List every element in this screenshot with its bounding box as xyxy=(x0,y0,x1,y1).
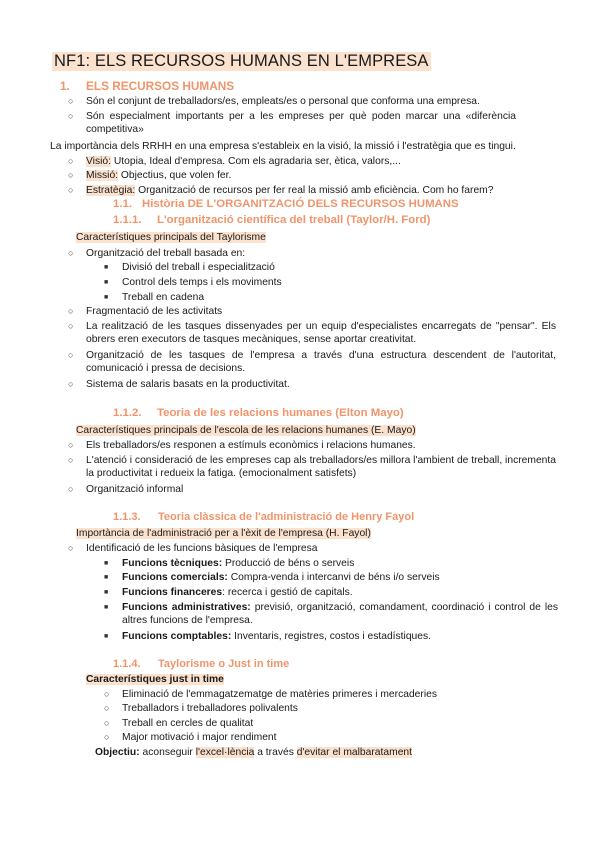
page-title: NF1: ELS RECURSOS HUMANS EN L'EMPRESA xyxy=(54,52,429,70)
term-description: Organització de recursos per fer real la missió amb eficiència. Com ho farem? xyxy=(135,185,494,196)
term-highlight: Missió: xyxy=(86,170,119,181)
list-item: Són el conjunt de treballadors/es, empleats/es o personal que conforma una empresa. xyxy=(86,96,480,107)
circle-bullet-icon: ○ xyxy=(104,703,110,713)
section-number: 1. xyxy=(60,79,70,93)
section-heading-1 xyxy=(60,80,234,93)
square-bullet-icon: ■ xyxy=(104,264,109,271)
term-highlight: Estratègia: xyxy=(86,185,136,196)
vme-item-strategy xyxy=(86,184,493,197)
section-title: ELS RECURSOS HUMANS xyxy=(86,79,235,93)
function-item xyxy=(122,571,440,584)
section-heading-1-1-4 xyxy=(113,658,289,671)
function-description: Compra-venda i intercanvi de béns i/o serveis xyxy=(227,572,440,583)
function-term: Funcions comercials: xyxy=(122,572,228,583)
objective-highlight: l'excel·lència xyxy=(195,747,255,758)
function-description: : recerca i gestió de capitals. xyxy=(222,587,353,598)
section-title: Història DE L'ORGANITZACIÓ DELS RECURSOS HUMANS xyxy=(142,198,459,210)
square-bullet-icon: ■ xyxy=(104,604,109,611)
section-heading-1-1-2 xyxy=(113,407,404,420)
square-bullet-icon: ■ xyxy=(104,279,109,286)
circle-bullet-icon: ○ xyxy=(68,350,74,360)
list-item: La realització de les tasques dissenyades per un equip d'especialistes encarregats de "pensar". Els obrers eren executors de tasques mecàniques, sense aportar creativitat. xyxy=(86,321,556,345)
function-term: Funcions administratives: xyxy=(122,602,251,613)
section-heading-1-1-1 xyxy=(113,214,430,227)
circle-bullet-icon: ○ xyxy=(68,321,74,331)
square-bullet-icon: ■ xyxy=(104,633,109,640)
section-title: Taylorisme o Just in time xyxy=(158,658,290,670)
circle-bullet-icon: ○ xyxy=(68,484,74,494)
term-highlight: Visió: xyxy=(86,156,111,167)
function-item xyxy=(122,601,558,627)
section-number: 1.1.2. xyxy=(113,407,142,419)
list-item: Organització del treball basada en: xyxy=(86,248,246,259)
circle-bullet-icon: ○ xyxy=(68,306,74,316)
function-description: Inventaris, registres, costos i estadístiques. xyxy=(231,631,432,642)
section-heading-1-1 xyxy=(113,198,459,211)
square-bullet-icon: ■ xyxy=(104,560,109,567)
objective-line xyxy=(95,746,412,759)
list-item: Identificació de les funcions bàsiques de l'empresa xyxy=(86,543,318,554)
section-number: 1.1.4. xyxy=(113,658,141,670)
list-item: Organització informal xyxy=(86,484,184,495)
function-item xyxy=(122,630,431,643)
circle-bullet-icon: ○ xyxy=(104,689,110,699)
jit-label xyxy=(86,673,224,686)
section-number: 1.1. xyxy=(113,198,132,210)
highlighted-label: Característiques just in time xyxy=(86,674,224,685)
list-item: Fragmentació de les activitats xyxy=(86,306,223,317)
sub-list-item: Treball en cadena xyxy=(122,292,205,303)
circle-bullet-icon: ○ xyxy=(104,718,110,728)
square-bullet-icon: ■ xyxy=(104,294,109,301)
function-item xyxy=(122,557,354,570)
section-title: Teoria clàssica de l'administració de Henry Fayol xyxy=(158,511,415,523)
list-item: Treballadors i treballadores polivalents xyxy=(122,703,298,714)
circle-bullet-icon: ○ xyxy=(68,96,74,106)
function-item xyxy=(122,586,353,599)
highlighted-label: Característiques principals de l'escola de les relacions humanes (E. Mayo) xyxy=(76,425,416,436)
square-bullet-icon: ■ xyxy=(104,589,109,596)
list-item: Són especialment importants per a les empreses per què poden marcar una «diferència competitiva» xyxy=(86,111,516,135)
circle-bullet-icon: ○ xyxy=(68,379,74,389)
function-term: Funcions tècniques: xyxy=(122,558,223,569)
list-item: Organització de les tasques de l'empresa a través d'una estructura descendent de l'autoritat, comunicació i pressa de decisions. xyxy=(86,350,556,374)
section-number: 1.1.3. xyxy=(113,511,141,523)
section-title: Teoria de les relacions humanes (Elton Mayo) xyxy=(157,407,404,419)
section-title: L'organització científica del treball (Taylor/H. Ford) xyxy=(157,214,431,226)
list-item: Eliminació de l'emmagatzematge de matèries primeres i mercaderies xyxy=(122,689,438,700)
list-item: Treball en cercles de qualitat xyxy=(122,718,254,729)
section-number: 1.1.1. xyxy=(113,214,142,226)
function-term: Funcions financeres xyxy=(122,587,223,598)
circle-bullet-icon: ○ xyxy=(68,248,74,258)
circle-bullet-icon: ○ xyxy=(68,543,74,553)
square-bullet-icon: ■ xyxy=(104,574,109,581)
list-item: Sistema de salaris basats en la productivitat. xyxy=(86,379,290,390)
highlighted-label: Importància de l'administració per a l'èxit de l'empresa (H. Fayol) xyxy=(76,528,371,539)
list-item: Major motivació i major rendiment xyxy=(122,732,277,743)
fayol-label xyxy=(76,527,371,540)
list-item: Els treballadors/es responen a estímuls econòmics i relacions humanes. xyxy=(86,440,416,451)
human-relations-label xyxy=(76,424,416,437)
objective-highlight: d'evitar el malbaratament xyxy=(296,747,413,758)
circle-bullet-icon: ○ xyxy=(68,455,74,465)
objective-text: aconseguir xyxy=(139,747,196,758)
highlighted-label: Característiques principals del Taylorisme xyxy=(76,232,266,243)
section-heading-1-1-3 xyxy=(113,511,414,524)
sub-list-item: Control dels temps i els moviments xyxy=(122,277,282,288)
function-description: Producció de béns o serveis xyxy=(222,558,355,569)
circle-bullet-icon: ○ xyxy=(104,732,110,742)
circle-bullet-icon: ○ xyxy=(68,156,74,166)
objective-text: a través xyxy=(254,747,297,758)
function-term: Funcions comptables: xyxy=(122,631,232,642)
circle-bullet-icon: ○ xyxy=(68,170,74,180)
sub-list-item: Divisió del treball i especialització xyxy=(122,262,275,273)
function-description: previsió, organització, comandament, coordinació i control de les altres funcions de l'empresa. xyxy=(122,602,558,626)
term-description: Utopia, Ideal d'empresa. Com els agradaria ser, ètica, valors,... xyxy=(111,156,401,167)
circle-bullet-icon: ○ xyxy=(68,440,74,450)
objective-term: Objectiu: xyxy=(95,747,140,758)
term-description: Objectius, que volen fer. xyxy=(118,170,232,181)
vme-item-mission xyxy=(86,169,231,182)
importance-note: La importància dels RRHH en una empresa s'estableix en la visió, la missió i l'estratègia que es tingui. xyxy=(50,141,516,152)
circle-bullet-icon: ○ xyxy=(68,185,74,195)
circle-bullet-icon: ○ xyxy=(68,111,74,121)
taylorism-label xyxy=(76,231,266,244)
list-item: L'atenció i consideració de les empreses cap als treballadors/es millora l'ambient de treball, incrementa la productivitat i redueix la fatiga. (emocionalment satisfets) xyxy=(86,455,556,479)
vme-item-vision xyxy=(86,155,401,168)
